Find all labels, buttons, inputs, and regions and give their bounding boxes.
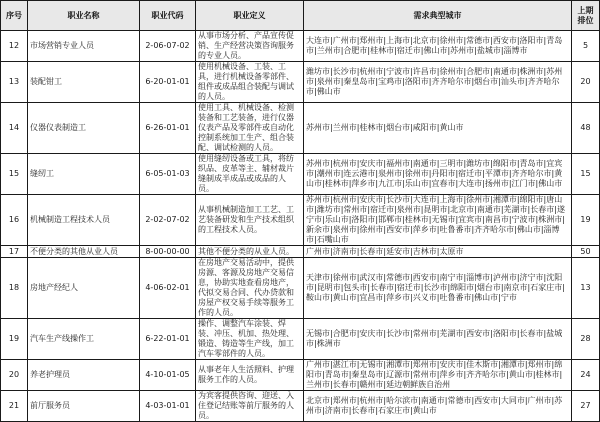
demand-cities: 苏州市|杭州市|安庆市|长沙市|大连市|上海市|徐州市|湘潭市|绵阳市|唐山市|潍坊市|常州市|宿迁市|泉州市|昆明市|北京市|南通市|芜湖市|长春市|遂宁市|乐山市|洛阳市|邯郸市|桂林市|无锡市|宜宾市|南昌市|宁波市|株洲市|新余市|泉州市|徐州市|西安市|萍乡市|吐鲁番市|齐齐哈尔市|佛山市|淄博市|石嘴山市 bbox=[304, 195, 572, 246]
previous-rank: 5 bbox=[572, 31, 600, 62]
demand-cities: 大连市|广州市|郑州市|上海市|北京市|徐州市|常德市|西安市|洛阳市|青岛市|兰州市|合肥市|桂林市|宿迁市|佛山市|苏州市|盐城市|淄博市 bbox=[304, 31, 572, 62]
occupation-definition: 其他不便分类的从业人员。 bbox=[196, 246, 304, 258]
header-name: 职业名称 bbox=[28, 1, 140, 31]
occupation-code: 6-22-01-01 bbox=[140, 319, 196, 360]
demand-cities: 潍坊市|长沙市|杭州市|宁波市|许昌市|徐州市|合肥市|南通市|株洲市|苏州市|泉州市|秦皇岛市|宝鸡市|洛阳市|齐齐哈尔市|烟台市|汕头市|齐齐哈尔市|佛山市 bbox=[304, 62, 572, 103]
row-no: 16 bbox=[1, 195, 28, 246]
previous-rank: 24 bbox=[572, 360, 600, 391]
occupation-name: 机械制造工程技术人员 bbox=[28, 195, 140, 246]
table-row bbox=[1, 246, 600, 258]
occupation-definition: 使用工具、机械设备、检测装备和工艺装备，进行仪器仪表产品及零部件或自动化控制系统加工生产、组合装配、调试检测的人员。 bbox=[196, 103, 304, 154]
occupation-definition: 使用机械设备、工装、工具，进行机械设备零部件、组件或成品组合装配与调试的人员。 bbox=[196, 62, 304, 103]
occupation-name: 房地产经纪人 bbox=[28, 258, 140, 319]
occupation-name: 缝纫工 bbox=[28, 154, 140, 195]
row-no: 20 bbox=[1, 360, 28, 391]
occupation-definition: 在房地产交易活动中，提供房源、客源及房地产交易信息，协助实地查看房地产，代拟交易合同、代办贷款和房屋产权交易手续等服务工作的人员。 bbox=[196, 258, 304, 319]
header-rank: 上期排位 bbox=[572, 1, 600, 31]
row-no: 18 bbox=[1, 258, 28, 319]
table-row bbox=[1, 62, 600, 103]
occupation-name: 仪器仪表制造工 bbox=[28, 103, 140, 154]
header-code: 职业代码 bbox=[140, 1, 196, 31]
previous-rank: 48 bbox=[572, 103, 600, 154]
table-row bbox=[1, 391, 600, 422]
table-row bbox=[1, 195, 600, 246]
occupation-code: 6-26-01-01 bbox=[140, 103, 196, 154]
previous-rank: 27 bbox=[572, 391, 600, 422]
occupation-code: 6-05-01-03 bbox=[140, 154, 196, 195]
previous-rank: 19 bbox=[572, 195, 600, 246]
demand-cities: 北京市|郑州市|杭州市|哈尔滨市|南通市|常德市|西安市|大同市|广州市|苏州市|济南市|长春市|石家庄市|黄山市 bbox=[304, 391, 572, 422]
demand-cities: 广州市|湛江市|无锡市|湘潭市|郑州市|安庆市|佳木斯市|湘潭市|郑州市|绵阳市|青岛市|秦皇岛市|辽源市|常州市|萍乡市|齐齐哈尔市|黄山市|桂林市|兰州市|长春市|赣州市|延边朝鲜族自治州 bbox=[304, 360, 572, 391]
previous-rank: 15 bbox=[572, 154, 600, 195]
row-no: 13 bbox=[1, 62, 28, 103]
table-row bbox=[1, 258, 600, 319]
occupation-name: 汽车生产线操作工 bbox=[28, 319, 140, 360]
row-no: 15 bbox=[1, 154, 28, 195]
occupation-code: 2-02-07-02 bbox=[140, 195, 196, 246]
occupation-name: 不便分类的其他从业人员 bbox=[28, 246, 140, 258]
occupation-definition: 从事老年人生活照料、护理服务工作的人员。 bbox=[196, 360, 304, 391]
row-no: 14 bbox=[1, 103, 28, 154]
demand-cities: 苏州市|兰州市|桂林市|烟台市|咸阳市|黄山市 bbox=[304, 103, 572, 154]
occupation-name: 装配钳工 bbox=[28, 62, 140, 103]
table-row bbox=[1, 319, 600, 360]
table-row bbox=[1, 31, 600, 62]
previous-rank: 13 bbox=[572, 258, 600, 319]
occupation-code: 6-20-01-01 bbox=[140, 62, 196, 103]
demand-cities: 广州市|济南市|长春市|延安市|吉林市|太原市 bbox=[304, 246, 572, 258]
occupation-definition: 为宾客提供咨询、迎送、入住登记结账等前厅服务的人员。 bbox=[196, 391, 304, 422]
occupation-code: 4-06-02-01 bbox=[140, 258, 196, 319]
header-definition: 职业定义 bbox=[196, 1, 304, 31]
occupation-code: 2-06-07-02 bbox=[140, 31, 196, 62]
occupation-code: 4-10-01-05 bbox=[140, 360, 196, 391]
occupation-definition: 从事市场分析、产品宣传促销、生产经营决策咨询服务的专业人员。 bbox=[196, 31, 304, 62]
previous-rank: 50 bbox=[572, 246, 600, 258]
occupation-code: 8-00-00-00 bbox=[140, 246, 196, 258]
row-no: 19 bbox=[1, 319, 28, 360]
row-no: 21 bbox=[1, 391, 28, 422]
previous-rank: 20 bbox=[572, 62, 600, 103]
occupation-name: 前厅服务员 bbox=[28, 391, 140, 422]
demand-cities: 无锡市|合肥市|安庆市|长沙市|常州市|芜湖市|西安市|洛阳市|长春市|盐城市|株洲市 bbox=[304, 319, 572, 360]
occupation-code: 4-03-01-01 bbox=[140, 391, 196, 422]
occupation-name: 养老护理员 bbox=[28, 360, 140, 391]
table-row bbox=[1, 154, 600, 195]
table-row bbox=[1, 103, 600, 154]
table-header-row bbox=[1, 1, 600, 31]
row-no: 12 bbox=[1, 31, 28, 62]
previous-rank: 28 bbox=[572, 319, 600, 360]
occupation-name: 市场营销专业人员 bbox=[28, 31, 140, 62]
occupation-definition: 操作、调整汽车涂装、焊装、冲压、机加、热处理、锻造、铸造等生产线，加工汽车零部件的人员。 bbox=[196, 319, 304, 360]
demand-cities: 苏州市|杭州市|安庆市|福州市|南通市|三明市|潍坊市|绵阳市|青岛市|宜宾市|潮州市|连云港市|泉州市|徐州市|丹阳市|宿迁市|平潭市|齐齐哈尔市|黄山市|桂林市|萍乡市|九江市|乐山市|宜春市|大连市|扬州市|江门市|佛山市 bbox=[304, 154, 572, 195]
occupation-definition: 使用缝纫设备或工具，将纺织品、皮革等主、辅材裁片缝制成半成品或成品的人员。 bbox=[196, 154, 304, 195]
row-no: 17 bbox=[1, 246, 28, 258]
occupation-definition: 从事机械制造加工工艺、工艺装备研发和生产技术组织的工程技术人员。 bbox=[196, 195, 304, 246]
table-row bbox=[1, 360, 600, 391]
header-cities: 需求典型城市 bbox=[304, 1, 572, 31]
demand-cities: 天津市|徐州市|武汉市|常德市|西安市|南宁市|淄博市|泸州市|济宁市|沈阳市|昆明市|包头市|长春市|宿迁市|长沙市|绵阳市|烟台市|南京市|石家庄市|鞍山市|黄山市|宜昌市|萍乡市|兴义市|吐鲁番市|佛山市|宁市 bbox=[304, 258, 572, 319]
header-no: 序号 bbox=[1, 1, 28, 31]
